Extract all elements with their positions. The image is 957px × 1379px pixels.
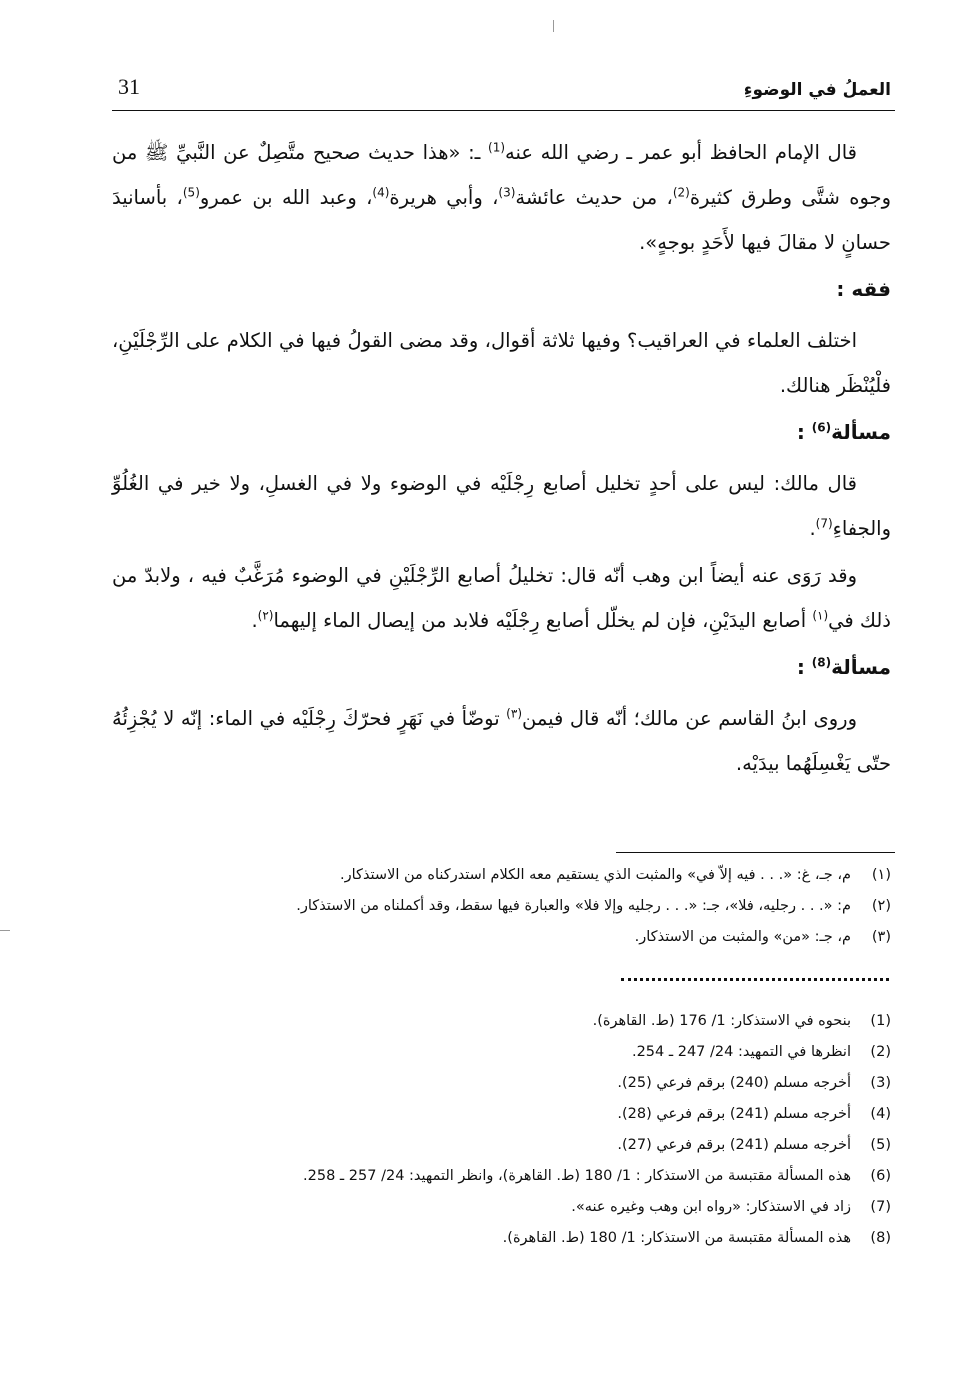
- footnote-item: [112, 1192, 891, 1223]
- text-run: .: [809, 517, 816, 540]
- text-run: وروى ابنُ القاسم عن مالك؛ أنّه قال فيمن: [522, 707, 857, 730]
- text-run: توضّأ في نَهَرٍ فحرّكَ رِجْلَيْه في الماء: إنّه لا يُجْزِئُهُ حتّى يَغْسِلَهُما بيدَيْه.: [112, 707, 891, 775]
- text-run: وقد رَوَى عنه أيضاً ابن وهب أنّه قال: تخليلُ أصابع الرِّجْلَيْنِ في الوضوء مُرَغَّبٌ فيه ، ولابدّ من ذلك في: [112, 564, 891, 632]
- section-heading-masala-8: [112, 645, 891, 690]
- heading-colon: :: [796, 655, 805, 679]
- scan-mark-left: [0, 930, 10, 931]
- footnote-text: أخرجه مسلم (241) برقم فرعي (28).: [617, 1106, 851, 1122]
- footnote-ref[interactable]: (2): [672, 185, 690, 200]
- text-run: ، بأسانيدَ حسانٍ لا مقالَ فيها لأَحَدٍ بوجهٍ».: [112, 186, 891, 254]
- dotted-separator: [621, 978, 889, 981]
- paragraph-hadith-grading: [112, 130, 891, 265]
- footnote-ref[interactable]: (١): [812, 608, 829, 623]
- text-run: .: [251, 609, 258, 632]
- footnote-item: [112, 1037, 891, 1068]
- footnote-ref[interactable]: (3): [498, 185, 516, 200]
- footnote-number: (٢): [871, 898, 891, 914]
- footnote-item: [112, 1006, 891, 1037]
- footnote-ref[interactable]: (٢): [257, 608, 274, 623]
- footnote-text: زاد في الاستذكار: «رواه ابن وهب وغيره عنه».: [571, 1199, 851, 1215]
- footnote-text: م، جـ، غ: «. . . فيه إلاّ في» والمثبت الذي يستقيم معه الكلام استدركناه من الاستذكار.: [340, 867, 851, 883]
- section-heading-masala-6: [112, 410, 891, 455]
- footnote-text: هذه المسألة مقتبسة من الاستذكار : 1/ 180 (ط. القاهرة)، وانظر التمهيد: 24/ 257 ـ 258.: [303, 1168, 851, 1184]
- footnote-ref[interactable]: (7): [815, 516, 833, 531]
- footnote-item: [112, 1223, 891, 1254]
- footnote-item: [112, 860, 891, 891]
- footnote-separator: [616, 852, 895, 853]
- footnote-item: [112, 891, 891, 922]
- footnote-item: [112, 1099, 891, 1130]
- footnote-text: بنحوه في الاستذكار: 1/ 176 (ط. القاهرة).: [592, 1013, 851, 1029]
- main-text: [112, 130, 891, 786]
- critical-apparatus: [112, 860, 891, 953]
- paragraph-malik-toes: [112, 461, 891, 551]
- footnote-item: [112, 922, 891, 953]
- footnote-number: (6): [870, 1168, 891, 1184]
- text-run: ـ: «هذا حديث صحيح متَّصِلٌ عن النَّبيِّ ﷺ من وجوه شتَّى وطرق كثيرة: [112, 141, 891, 209]
- text-run: ، وعبد الله بن عمرو: [199, 186, 373, 209]
- footnote-number: (1): [870, 1013, 891, 1029]
- text-run: ، من حديث عائشة: [515, 186, 673, 209]
- footnote-number: (٣): [871, 929, 891, 945]
- heading-colon: :: [796, 420, 805, 444]
- paragraph-heels: اختلف العلماء في العراقيب؟ وفيها ثلاثة أقوال، وقد مضى القولُ فيها في الكلام على الرِّجْلَيْنِ، فلْيُنْظَر هنالك.: [112, 329, 891, 397]
- heading-text: مسألة: [831, 655, 891, 679]
- footnote-number: (3): [870, 1075, 891, 1091]
- footnote-text: هذه المسألة مقتبسة من الاستذكار: 1/ 180 (ط. القاهرة).: [502, 1230, 851, 1246]
- text-run: أصابع اليدَيْنِ، فإن لم يخلّل أصابع رِجْلَيْه فلابد من إيصال الماء إليهما: [273, 609, 813, 632]
- footnote-number: (8): [870, 1230, 891, 1246]
- heading-text: مسألة: [831, 420, 891, 444]
- paragraph-ibn-wahb: [112, 553, 891, 643]
- footnote-ref[interactable]: (5): [182, 185, 200, 200]
- paragraph-ibn-qasim: [112, 696, 891, 786]
- header-rule: [112, 110, 895, 111]
- footnote-number: (١): [871, 867, 891, 883]
- source-footnotes: [112, 1006, 891, 1254]
- page-number: 31: [118, 74, 140, 99]
- running-head: العملُ في الوضوءِ: [743, 80, 891, 100]
- footnote-ref[interactable]: (8): [811, 655, 832, 670]
- section-heading-fiqh: فقه :: [836, 277, 891, 301]
- footnote-ref[interactable]: (٣): [506, 706, 522, 721]
- footnote-number: (7): [870, 1199, 891, 1215]
- text-run: قال الإمام الحافظ أبو عمر ـ رضي الله عنه: [505, 141, 857, 164]
- footnote-text: م، جـ: «من» والمثبت من الاستذكار.: [634, 929, 851, 945]
- footnote-text: انظرها في التمهيد: 24/ 247 ـ 254.: [631, 1044, 851, 1060]
- footnote-number: (4): [870, 1106, 891, 1122]
- footnote-number: (5): [870, 1137, 891, 1153]
- footnote-ref[interactable]: (1): [488, 140, 506, 155]
- footnote-number: (2): [870, 1044, 891, 1060]
- footnote-item: [112, 1161, 891, 1192]
- text-run: قال مالك: ليس على أحدٍ تخليل أصابع رِجْلَيْه في الوضوء ولا في الغسلِ، ولا خير في الغُلُوِّ والجفاءِ: [112, 472, 891, 540]
- footnote-text: م: «. . . رجليه، فلا»، جـ: «. . . رجليه وإلا فلا» والعبارة فيها سقط، وقد أكملناه من الاستذكار.: [296, 898, 851, 914]
- footnote-item: [112, 1130, 891, 1161]
- footnote-text: أخرجه مسلم (241) برقم فرعي (27).: [617, 1137, 851, 1153]
- text-run: ، وأبي هريرة: [389, 186, 499, 209]
- footnote-ref[interactable]: (4): [372, 185, 390, 200]
- footnote-ref[interactable]: (6): [811, 420, 832, 435]
- scan-mark-top: [553, 20, 554, 32]
- footnote-item: [112, 1068, 891, 1099]
- footnote-text: أخرجه مسلم (240) برقم فرعي (25).: [617, 1075, 851, 1091]
